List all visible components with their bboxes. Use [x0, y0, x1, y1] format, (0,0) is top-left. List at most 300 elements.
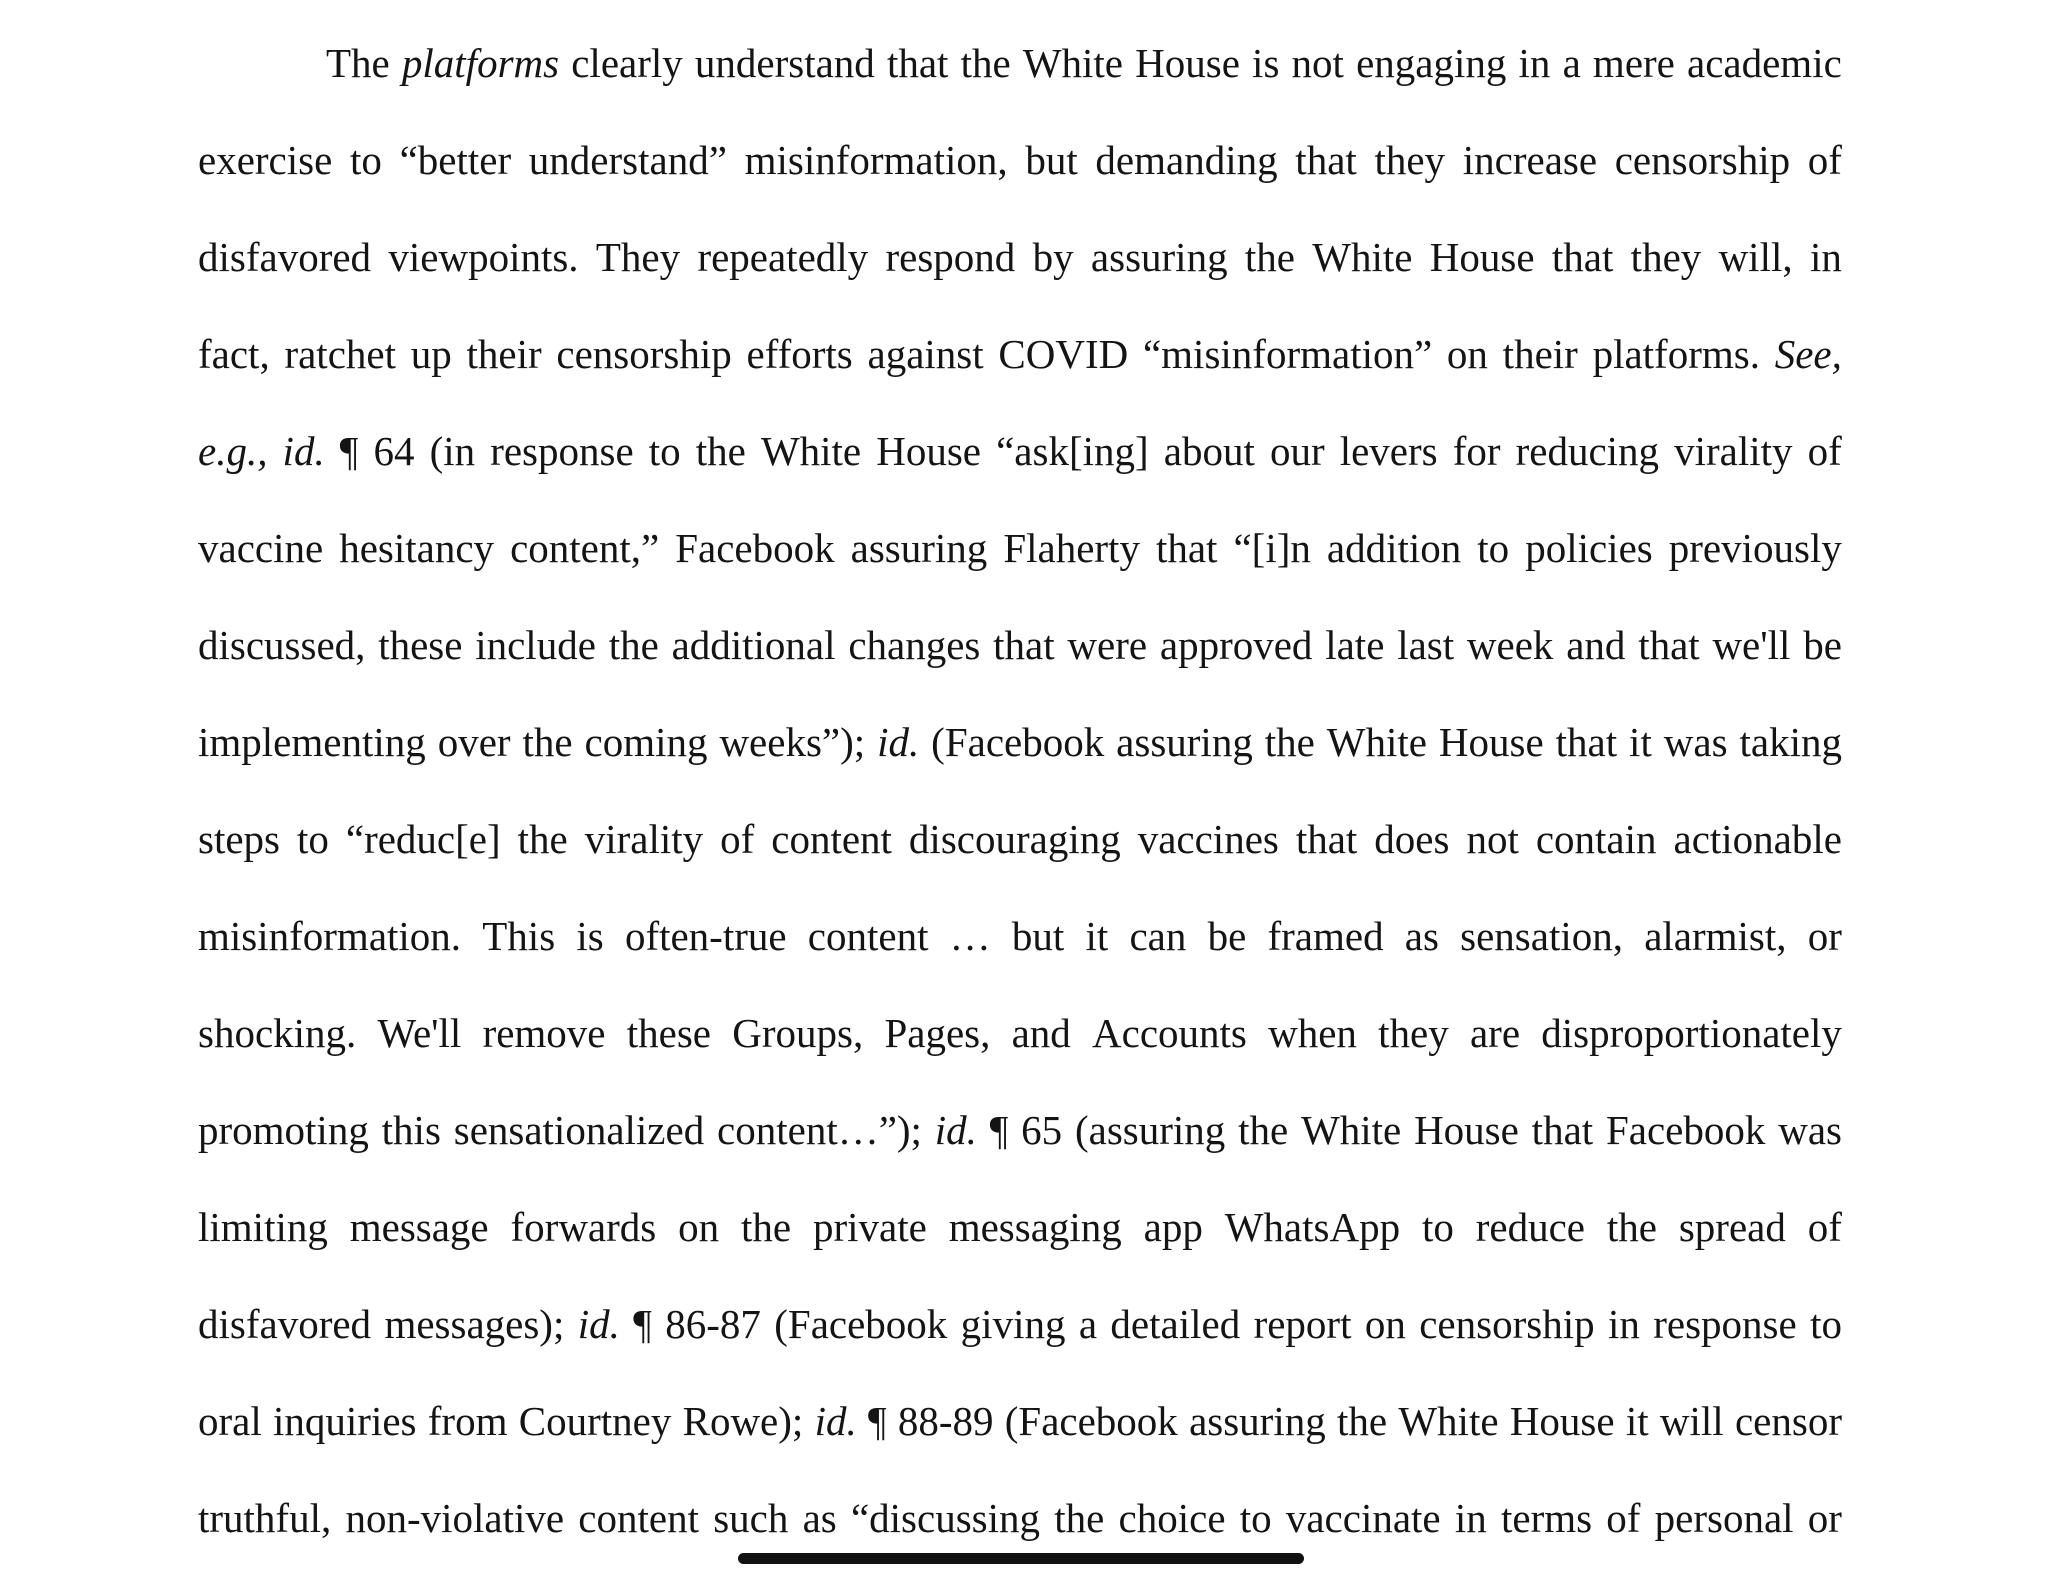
text-run: are [1469, 1010, 1521, 1056]
text-word [1398, 1380, 1498, 1477]
text-run: reducing [1515, 428, 1660, 474]
text-run: against [867, 331, 984, 377]
text-word [340, 410, 359, 507]
text-run: but [1025, 137, 1078, 183]
text-word [1067, 604, 1147, 701]
text-word [1025, 119, 1077, 216]
text-word [961, 22, 1011, 119]
text-run: our [1269, 428, 1325, 474]
text-run: discussed, [198, 622, 366, 668]
text-run: to [1239, 1495, 1272, 1541]
text-run: app [1143, 1204, 1203, 1250]
text-run: personal [1654, 1495, 1794, 1541]
text-run: up [410, 331, 452, 377]
text-run: about [1163, 428, 1255, 474]
text-run: ¶ [633, 1301, 652, 1347]
text-word [1510, 1380, 1615, 1477]
text-run: they [1378, 1010, 1449, 1056]
text-run: to [1477, 525, 1510, 571]
text-word [198, 1089, 369, 1186]
text-word [1516, 410, 1659, 507]
text-word [519, 1380, 672, 1477]
text-run: reduce [1475, 1204, 1585, 1250]
text-run: it [1085, 913, 1109, 959]
text-word [1808, 119, 1842, 216]
text-run: House [876, 428, 981, 474]
text-run: the [1606, 1204, 1657, 1250]
text-word [732, 992, 863, 1089]
text-word [720, 798, 754, 895]
text-run: of [1807, 137, 1842, 183]
text-run: 64 [373, 428, 415, 474]
text-run: “reduc[e] [345, 816, 501, 862]
text-word [585, 701, 708, 798]
text-word [950, 895, 991, 992]
text-word [1466, 798, 1518, 895]
text-word [585, 798, 703, 895]
text-word [1012, 895, 1064, 992]
text-word [1453, 410, 1501, 507]
text-word [1325, 604, 1384, 701]
text-run: discouraging [908, 816, 1121, 862]
text-word [884, 992, 990, 1089]
text-word [1476, 1186, 1585, 1283]
text-run: messages); [384, 1301, 565, 1347]
text-word [482, 895, 555, 992]
text-run: taking [1739, 719, 1842, 765]
text-word [1233, 507, 1310, 604]
text-word [283, 410, 325, 507]
text-word [518, 798, 568, 895]
text-word [1254, 1283, 1352, 1380]
text-word [633, 1283, 652, 1380]
text-word [1593, 313, 1760, 410]
text-word [1607, 1186, 1657, 1283]
text-word [1138, 798, 1279, 895]
text-run: understand” [528, 137, 727, 183]
text-run: truthful, [198, 1495, 332, 1541]
text-run: response [1653, 1301, 1797, 1347]
text-run: of [1807, 1204, 1842, 1250]
text-word [198, 1380, 262, 1477]
text-run: the [1244, 234, 1295, 280]
text-word [198, 604, 365, 701]
text-run: they [1374, 137, 1446, 183]
text-run: censorship [556, 331, 732, 377]
text-word [1808, 1477, 1842, 1574]
text-word [1775, 313, 1842, 410]
text-run: assuring [1189, 1398, 1326, 1444]
text-word [1021, 1089, 1062, 1186]
text-line [198, 1186, 1842, 1283]
text-word [1143, 313, 1432, 410]
text-word [1674, 410, 1792, 507]
text-run: be [1207, 913, 1247, 959]
text-word [1430, 216, 1535, 313]
text-run: but [1011, 913, 1065, 959]
text-word [1164, 410, 1255, 507]
text-run: 65 [1021, 1107, 1063, 1153]
text-word [1631, 216, 1702, 313]
text-word [345, 1477, 564, 1574]
text-run: was [1778, 1107, 1842, 1153]
text-word [898, 1380, 994, 1477]
text-line [198, 1380, 1842, 1477]
text-run: their [466, 331, 542, 377]
text-run: WhatsApp [1224, 1204, 1401, 1250]
text-run: assuring [1090, 234, 1228, 280]
text-word [1679, 1186, 1786, 1283]
text-run: that [886, 40, 949, 86]
text-run: “ask[ing] [996, 428, 1149, 474]
text-word [1803, 604, 1842, 701]
text-word [284, 313, 396, 410]
text-run: to [296, 816, 329, 862]
text-run: content,” [510, 525, 660, 571]
italic-run: e.g., [198, 428, 268, 474]
text-word [373, 410, 414, 507]
text-run: that [993, 622, 1055, 668]
text-word [466, 313, 541, 410]
text-word [815, 1380, 857, 1477]
text-word [1739, 701, 1841, 798]
text-run: when [1268, 1010, 1357, 1056]
text-run: remove [482, 1010, 606, 1056]
text-run: were [1067, 622, 1148, 668]
text-run: addition [1326, 525, 1462, 571]
text-run: actionable [1673, 816, 1842, 862]
text-word [1245, 216, 1295, 313]
text-word [273, 1380, 416, 1477]
text-word [1252, 22, 1279, 119]
text-run: for [1452, 428, 1501, 474]
text-run: previously [1668, 525, 1842, 571]
text-word [1110, 1283, 1240, 1380]
text-run: Courtney [518, 1398, 672, 1444]
text-run: White [1022, 40, 1123, 86]
text-run: terms [1500, 1495, 1593, 1541]
text-word [848, 604, 980, 701]
text-word [1295, 119, 1356, 216]
text-line [198, 313, 1842, 410]
text-run: Accounts [1092, 1010, 1247, 1056]
text-word [1286, 1477, 1441, 1574]
text-run: censorship [1419, 1301, 1595, 1347]
text-word [1503, 313, 1578, 410]
text-word [576, 895, 603, 992]
text-run: COVID [998, 331, 1129, 377]
text-word [1378, 992, 1449, 1089]
text-word [1356, 22, 1506, 119]
text-word [430, 410, 476, 507]
text-word [1225, 1186, 1400, 1283]
text-run: White [1312, 234, 1413, 280]
text-run: their [1502, 331, 1578, 377]
text-word [1238, 1089, 1288, 1186]
text-word [761, 410, 861, 507]
text-run: engaging [1356, 40, 1507, 86]
text-word [1085, 895, 1108, 992]
text-run: fact, [198, 331, 270, 377]
text-run: to [1421, 1204, 1454, 1250]
italic-run: platforms [401, 40, 560, 86]
text-run: “discussing [850, 1495, 1040, 1541]
text-word [1566, 604, 1625, 701]
text-word [1810, 1283, 1842, 1380]
text-word [1638, 604, 1699, 701]
text-run: coming [584, 719, 708, 765]
text-run: ratchet [284, 331, 396, 377]
text-run: White [1326, 719, 1427, 765]
text-word [350, 119, 382, 216]
text-run: (Facebook [931, 719, 1105, 765]
text-run: “[i]n [1233, 525, 1311, 571]
text-run: it [1629, 719, 1652, 765]
text-run: the [695, 428, 746, 474]
text-run: response [490, 428, 634, 474]
text-run: the [1264, 719, 1315, 765]
text-run: Pages, [884, 1010, 991, 1056]
text-run: framed [1267, 913, 1384, 959]
text-word [1470, 992, 1520, 1089]
text-run: and [1011, 1010, 1071, 1056]
text-word [1808, 895, 1842, 992]
text-word [1405, 895, 1439, 992]
text-run: viewpoints. [388, 234, 579, 280]
text-run: by [1032, 234, 1074, 280]
text-run: over [437, 719, 511, 765]
text-run: forwards [510, 1204, 657, 1250]
text-run: vaccinate [1285, 1495, 1441, 1541]
text-run: additional [671, 622, 836, 668]
text-run: academic [1687, 40, 1842, 86]
text-run: was [1663, 719, 1728, 765]
home-indicator-bar[interactable] [738, 1553, 1304, 1564]
text-word [1519, 22, 1551, 119]
text-run: private [812, 1204, 927, 1250]
text-word [198, 1283, 371, 1380]
text-word [1712, 604, 1790, 701]
text-word [1340, 410, 1438, 507]
text-word [1095, 119, 1277, 216]
text-word [1301, 1089, 1401, 1186]
text-run: policies [1525, 525, 1653, 571]
italic-run: id. [814, 1398, 857, 1444]
text-run: implementing [198, 719, 426, 765]
text-run: the [1054, 1495, 1105, 1541]
text-word [1374, 798, 1449, 895]
text-word [1467, 604, 1554, 701]
text-word [695, 22, 875, 119]
text-word [851, 507, 988, 604]
text-word [198, 119, 332, 216]
text-word [1810, 216, 1842, 313]
text-line [198, 701, 1842, 798]
text-word [675, 507, 834, 604]
text-run: will, [1718, 234, 1793, 280]
text-run: House [1509, 1398, 1615, 1444]
text-word [1477, 507, 1509, 604]
text-run: of [1807, 428, 1842, 474]
text-word [746, 313, 852, 410]
text-word [998, 313, 1128, 410]
text-word [571, 22, 683, 119]
text-run: a [1562, 40, 1581, 86]
text-word [438, 701, 511, 798]
text-word [1455, 1477, 1487, 1574]
text-run: message [349, 1204, 489, 1250]
text-word [1463, 119, 1597, 216]
text-word [378, 604, 462, 701]
text-word [1033, 216, 1074, 313]
text-run: weeks”); [719, 719, 866, 765]
text-line [198, 119, 1842, 216]
text-run: alarmist, [1644, 913, 1787, 959]
text-word [198, 313, 270, 410]
text-word [1808, 410, 1842, 507]
text-run: spread [1678, 1204, 1786, 1250]
text-line [198, 992, 1842, 1089]
text-word [1144, 1186, 1203, 1283]
text-run: of [1606, 1495, 1641, 1541]
text-run: inquiries [273, 1398, 417, 1444]
text-run: steps [198, 816, 280, 862]
text-run: virality [584, 816, 704, 862]
italic-run: See, [1774, 331, 1842, 377]
text-run: in [1607, 1301, 1640, 1347]
text-run: disfavored [198, 234, 372, 280]
text-run: sensation, [1460, 913, 1623, 959]
text-word [411, 313, 452, 410]
text-word [1292, 22, 1344, 119]
text-run: censorship [1614, 137, 1791, 183]
text-run: this [381, 1107, 441, 1153]
text-run: that [1155, 525, 1218, 571]
text-word [808, 895, 929, 992]
text-word [428, 1380, 508, 1477]
text-word [1116, 701, 1253, 798]
text-run: that [1295, 137, 1357, 183]
text-word [1552, 216, 1613, 313]
text-word [475, 604, 596, 701]
italic-run: id. [877, 719, 920, 765]
text-word [511, 1186, 657, 1283]
text-word [198, 895, 461, 992]
text-word [717, 1089, 922, 1186]
text-run: will [1659, 1398, 1724, 1444]
text-word [909, 798, 1121, 895]
text-run: to [648, 428, 681, 474]
text-line [198, 798, 1842, 895]
text-word [961, 1283, 1066, 1380]
text-run: as [802, 1495, 837, 1541]
text-run: disfavored [198, 1301, 372, 1347]
text-run: as [1404, 913, 1439, 959]
text-run: approved [1159, 622, 1313, 668]
text-run: contain [1535, 816, 1657, 862]
text-word [949, 1186, 1122, 1283]
text-word [993, 604, 1054, 701]
text-run: messaging [948, 1204, 1122, 1250]
text-word [1365, 1283, 1406, 1380]
text-run: Facebook [675, 525, 835, 571]
text-run: on [1364, 1301, 1406, 1347]
text-word [1674, 798, 1842, 895]
text-run: (Facebook [1004, 1398, 1178, 1444]
text-word [198, 992, 356, 1089]
text-run: choice [1118, 1495, 1226, 1541]
text-word [483, 992, 606, 1089]
text-run: vaccine [198, 525, 324, 571]
text-run: oral [198, 1398, 262, 1444]
text-run: giving [960, 1301, 1066, 1347]
text-word [696, 410, 746, 507]
text-word [1735, 1380, 1842, 1477]
text-run: platforms. [1592, 331, 1760, 377]
text-run: a [1078, 1301, 1098, 1347]
text-run: vaccines [1137, 816, 1279, 862]
text-word [556, 313, 731, 410]
text-word [1719, 216, 1793, 313]
text-word [1525, 507, 1653, 604]
text-word [578, 1477, 699, 1574]
text-word [1129, 895, 1186, 992]
text-run: these [626, 1010, 711, 1056]
text-run: can [1129, 913, 1187, 959]
text-run: is [576, 913, 604, 959]
text-run: … [949, 913, 991, 959]
text-run: demanding [1095, 137, 1278, 183]
text-run: House [1429, 234, 1535, 280]
text-word [665, 1283, 761, 1380]
text-word [1669, 507, 1842, 604]
text-word [1296, 798, 1357, 895]
text-run: that [1638, 622, 1700, 668]
text-run: ¶ [989, 1107, 1009, 1153]
text-run: the [1337, 1398, 1388, 1444]
body-paragraph [198, 22, 1842, 1574]
text-run: we'll [1712, 622, 1791, 668]
text-word [1091, 216, 1228, 313]
text-run: not [1291, 40, 1344, 86]
text-word [868, 1380, 887, 1477]
text-run: the [1238, 1107, 1289, 1153]
text-word [672, 604, 836, 701]
text-word [1608, 1283, 1640, 1380]
text-run: hesitancy [339, 525, 495, 571]
text-word [1003, 507, 1140, 604]
text-word [1606, 1477, 1640, 1574]
text-run: the [960, 40, 1011, 86]
text-word [1312, 216, 1412, 313]
text-run: Groups, [732, 1010, 864, 1056]
text-line [198, 1283, 1842, 1380]
text-word [1268, 895, 1384, 992]
text-word [931, 701, 1104, 798]
text-run: 86-87 [665, 1301, 761, 1347]
text-word [885, 216, 1015, 313]
text-run: last [1397, 622, 1455, 668]
text-word [378, 992, 462, 1089]
text-word [1460, 895, 1623, 992]
text-word [388, 216, 578, 313]
text-word [1005, 1380, 1178, 1477]
text-word [578, 1283, 620, 1380]
text-word [1414, 1089, 1519, 1186]
text-word [771, 798, 892, 895]
text-word [813, 1186, 927, 1283]
text-run: that [1295, 816, 1358, 862]
